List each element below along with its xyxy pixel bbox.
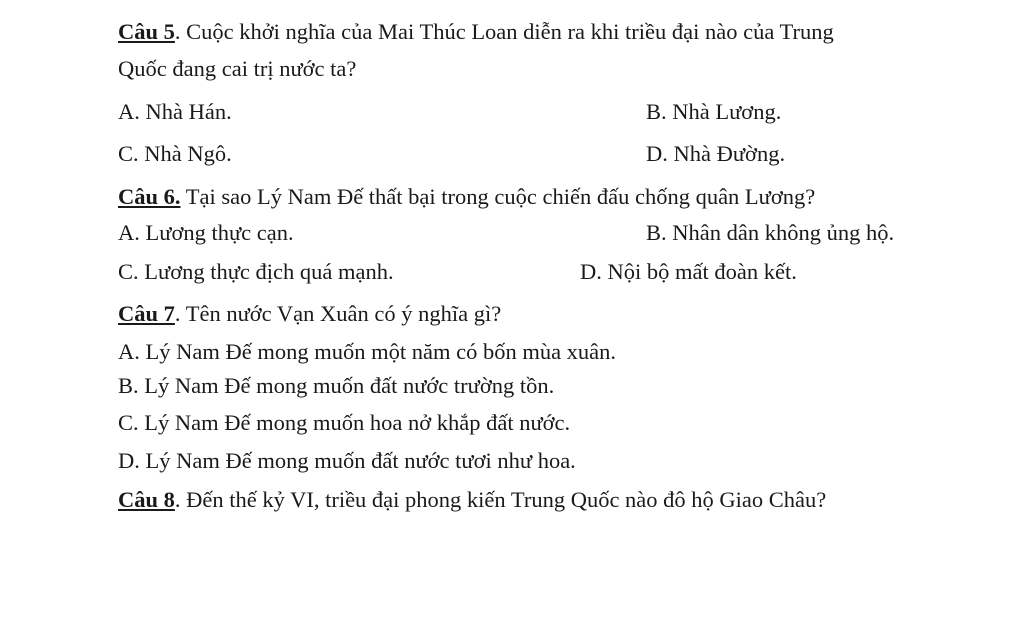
question-7-option-a: A. Lý Nam Đế mong muốn một năm có bốn mùa xuân. [118,339,617,364]
question-7-line-1: Câu 7. Tên nước Vạn Xuân có ý nghĩa gì? [118,301,502,326]
question-6-option-a: A. Lương thực cạn. [118,220,294,245]
question-8-text: Đến thế kỷ VI, triều đại phong kiến Trung Quốc nào đô hộ Giao Châu? [180,487,827,512]
question-7-option-b: B. Lý Nam Đế mong muốn đất nước trường tồn. [118,373,555,398]
question-7-label: Câu 7 [118,301,175,326]
question-5-label: Câu 5 [118,19,175,44]
question-7-text: Tên nước Vạn Xuân có ý nghĩa gì? [180,301,502,326]
question-7-option-d: D. Lý Nam Đế mong muốn đất nước tươi như hoa. [118,448,576,473]
question-7-option-c: C. Lý Nam Đế mong muốn hoa nở khắp đất nước. [118,410,571,435]
question-5-option-c: C. Nhà Ngô. [118,141,232,166]
question-5-option-d: D. Nhà Đường. [646,141,786,166]
question-6-line-1 [118,183,815,211]
question-6-option-c: C. Lương thực địch quá mạnh. [118,259,394,284]
question-6-option-d: D. Nội bộ mất đoàn kết. [580,259,797,284]
question-5-line-2: Quốc đang cai trị nước ta? [118,56,357,81]
question-5-line-1: Câu 5. Cuộc khởi nghĩa của Mai Thúc Loan diễn ra khi triều đại nào của Trung [118,19,834,44]
question-6-text: Tại sao Lý Nam Đế thất bại trong cuộc chiến đấu chống quân Lương? [180,184,816,209]
question-5-text: Cuộc khởi nghĩa của Mai Thúc Loan diễn ra khi triều đại nào của Trung [180,19,834,44]
question-5-option-b: B. Nhà Lương. [646,99,782,124]
question-6-label: Câu 6. [118,184,181,209]
question-6-option-b: B. Nhân dân không ủng hộ. [646,220,895,245]
question-8-label: Câu 8 [118,487,175,512]
question-8-line-1: Câu 8. Đến thế kỷ VI, triều đại phong kiến Trung Quốc nào đô hộ Giao Châu? [118,487,827,512]
question-5-option-a: A. Nhà Hán. [118,99,232,124]
